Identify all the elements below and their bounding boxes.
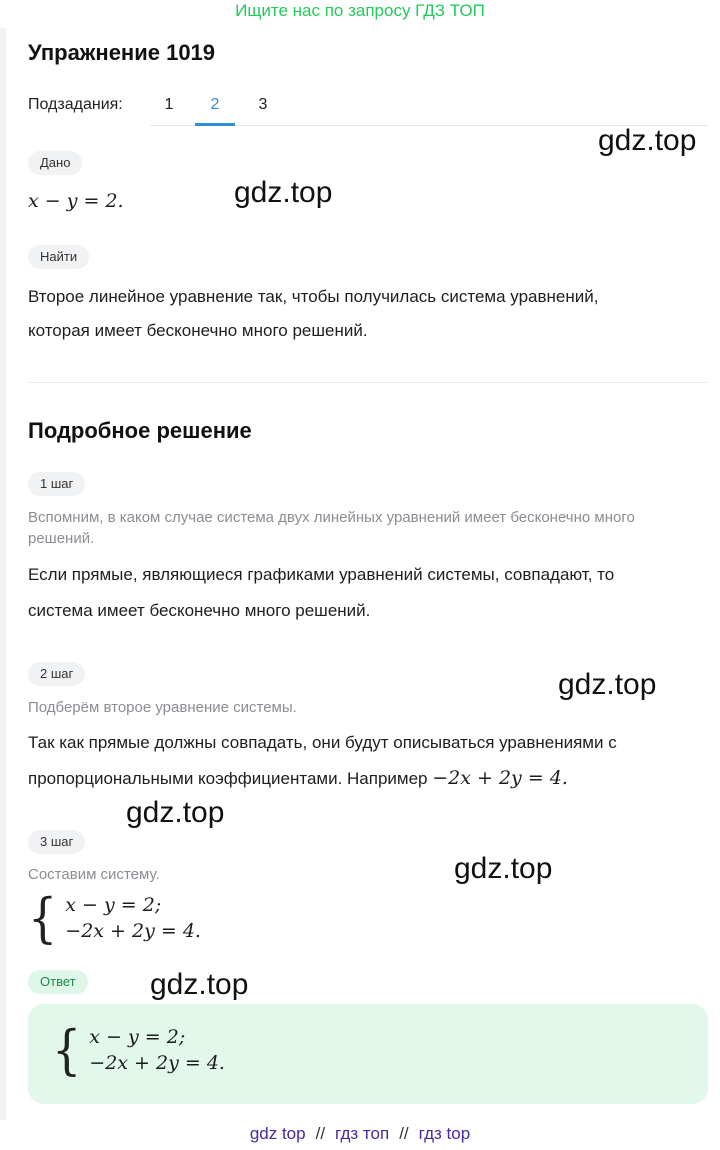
step-3-hint: Составим систему. — [28, 866, 160, 883]
footer — [0, 1124, 720, 1144]
footer-separator: // — [315, 1124, 326, 1143]
section-divider — [28, 382, 708, 383]
left-rail — [0, 28, 6, 1120]
step-3-equation-1: x − y = 2; — [65, 894, 162, 916]
solution-title: Подробное решение — [28, 418, 252, 443]
footer-separator: // — [399, 1124, 409, 1143]
subtask-tab-3[interactable]: 3 — [258, 96, 268, 113]
step-2-text-line-1: Так как прямые должны совпадать, они будут описываться уравнениями с — [28, 733, 617, 752]
step-2-text: пропорциональными коэффициентами. Например — [28, 769, 433, 788]
footer-link-gdz-top[interactable]: gdz top — [249, 1124, 306, 1143]
step-2-pill: 2 шаг — [28, 662, 85, 686]
find-text-line-2: которая имеет бесконечно много решений. — [28, 321, 368, 340]
step-3-equation-2: −2x + 2y = 4. — [65, 920, 201, 942]
step-3-pill: 3 шаг — [28, 830, 85, 854]
watermark: gdz.top — [598, 124, 697, 157]
watermark: gdz.top — [126, 796, 225, 829]
active-tab-indicator — [195, 123, 235, 126]
step-1-text-line-1: Если прямые, являющиеся графиками уравнений системы, совпадают, то — [28, 565, 615, 584]
given-pill: Дано — [28, 151, 82, 175]
watermark: gdz.top — [150, 968, 249, 1001]
step-3-brace: { — [28, 886, 58, 950]
answer-brace: { — [52, 1018, 82, 1082]
step-1-hint-line-2: решений. — [28, 530, 95, 547]
step-3-system — [28, 886, 201, 950]
step-2-hint: Подберём второе уравнение системы. — [28, 699, 297, 716]
answer-pill: Ответ — [28, 970, 88, 994]
footer-link-gdz-top-mixed[interactable]: гдз top — [418, 1124, 471, 1143]
answer-equation-1: x − y = 2; — [89, 1026, 186, 1048]
footer-link-gdz-top-ru[interactable]: гдз топ — [335, 1124, 390, 1143]
answer-system — [52, 1018, 225, 1082]
step-1-hint-line-1: Вспомним, в каком случае система двух линейных уравнений имеет бесконечно много — [28, 509, 635, 526]
find-text-line-1: Второе линейное уравнение так, чтобы получилась система уравнений, — [28, 287, 599, 306]
watermark: gdz.top — [454, 852, 553, 885]
subtask-tab-1[interactable]: 1 — [164, 96, 174, 113]
subtask-tab-2[interactable]: 2 — [210, 96, 220, 113]
given-equation: x − y = 2. — [28, 190, 124, 212]
answer-equation-2: −2x + 2y = 4. — [89, 1052, 225, 1074]
find-pill: Найти — [28, 245, 89, 269]
step-1-pill: 1 шаг — [28, 472, 85, 496]
top-banner: Ищите нас по запросу ГДЗ ТОП — [235, 1, 485, 20]
watermark: gdz.top — [234, 176, 333, 209]
step-1-text-line-2: система имеет бесконечно много решений. — [28, 601, 371, 620]
step-2-text-line-2 — [28, 761, 568, 796]
page-title: Упражнение 1019 — [28, 40, 216, 65]
step-2-equation: −2x + 2y = 4. — [432, 767, 568, 789]
watermark: gdz.top — [558, 668, 657, 701]
subtasks-label: Подзадания: — [28, 96, 123, 113]
